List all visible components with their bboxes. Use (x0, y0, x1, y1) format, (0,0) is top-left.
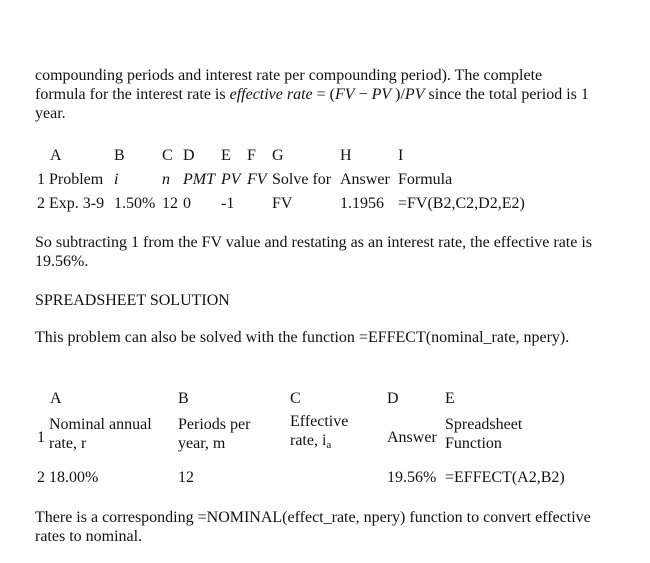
table-cell: FV (272, 195, 293, 212)
column-letter: B (114, 147, 125, 164)
table-cell: 1.1956 (340, 195, 384, 212)
header-cell: n (162, 171, 170, 188)
effective-rate-term: effective rate (229, 86, 313, 103)
formula-fv: FV (335, 86, 355, 103)
table-cell: Exp. 3-9 (49, 195, 105, 212)
result-paragraph: So subtracting 1 from the FV value and restating as an interest rate, the effective rate is 19.56%. (35, 234, 593, 270)
header-cell: i (114, 171, 119, 188)
table-cell: =EFFECT(A2,B2) (445, 469, 565, 486)
header-cell: PV (221, 171, 241, 188)
column-letter: I (398, 147, 404, 164)
intro-paragraph (35, 66, 595, 123)
formula-pv: PV (371, 86, 392, 103)
header-cell: Formula (398, 171, 453, 188)
header-cell: PMT (183, 171, 215, 188)
header-cell-function: Spreadsheet Function (445, 416, 523, 452)
effective-rate-subscript: a (326, 439, 332, 451)
header-cell: Solve for (272, 171, 332, 188)
row-number: 2 (37, 469, 45, 486)
column-letter: D (183, 147, 195, 164)
formula-pv: PV (404, 86, 425, 103)
nominal-function-paragraph: There is a corresponding =NOMINAL(effect_rate, npery) function to convert effective rates to nominal. (35, 509, 591, 545)
header-cell: Problem (49, 171, 104, 188)
header-cell-answer: Answer (387, 429, 437, 446)
header-cell-nominal-rate: Nominal annual rate, r (49, 416, 152, 452)
effective-rate-label: Effective rate, i (290, 413, 349, 449)
formula-text: = ( (312, 86, 336, 103)
header-cell-periods: Periods per year, m (178, 416, 251, 452)
column-letter: C (290, 390, 301, 407)
intro-text-end: since the total period is 1 year. (35, 86, 589, 122)
column-letter: A (50, 147, 62, 164)
column-letter: E (445, 390, 455, 407)
header-cell-effective-rate (290, 412, 370, 450)
column-letter: E (221, 147, 231, 164)
row-number: 2 (37, 195, 45, 212)
header-cell: Answer (340, 171, 390, 188)
column-letter: H (340, 147, 352, 164)
table-cell: 1.50% (114, 195, 156, 212)
column-letter: B (178, 390, 189, 407)
table-cell: -1 (221, 195, 235, 212)
column-letter: G (272, 147, 284, 164)
table-cell: 12 (162, 195, 178, 212)
formula-minus: − (354, 86, 372, 103)
column-letter: A (50, 390, 62, 407)
formula-text: )/ (391, 86, 405, 103)
column-letter: C (162, 147, 173, 164)
table-cell: 18.00% (49, 469, 99, 486)
table-cell: =FV(B2,C2,D2,E2) (398, 195, 525, 212)
column-letter: F (247, 147, 256, 164)
section-heading: SPREADSHEET SOLUTION (35, 292, 230, 309)
intro-text: compounding periods and interest rate per compounding period). The complete formula for the interest rate is (35, 67, 543, 103)
row-number: 1 (37, 429, 45, 446)
header-cell: FV (247, 171, 267, 188)
table-cell: 19.56% (387, 469, 437, 486)
table-cell: 12 (178, 469, 194, 486)
table-cell: 0 (183, 195, 191, 212)
column-letter: D (387, 390, 399, 407)
row-number: 1 (37, 171, 45, 188)
effect-function-paragraph: This problem can also be solved with the function =EFFECT(nominal_rate, npery). (35, 329, 570, 346)
